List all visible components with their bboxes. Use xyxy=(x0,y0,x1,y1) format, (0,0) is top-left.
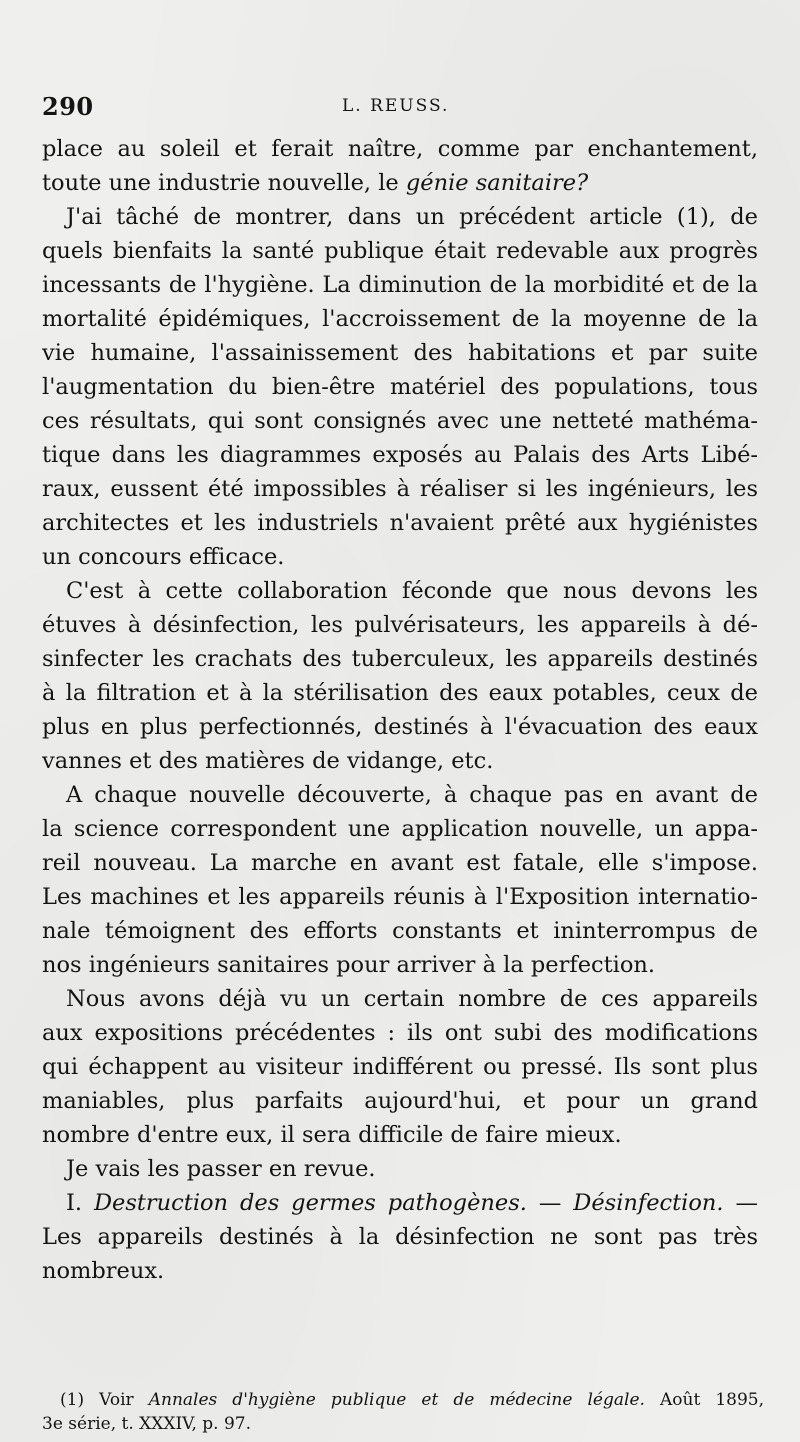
section-number: I. xyxy=(66,1190,94,1216)
text-line: l'augmentation du bien-être matériel des populations, tous xyxy=(42,374,758,400)
text-line: ces résultats, qui sont consignés avec une netteté mathéma- xyxy=(42,408,758,434)
section-heading xyxy=(42,1186,758,1220)
footnote-line: 3e série, t. XXXIV, p. 97. xyxy=(42,1414,251,1434)
text-line: nale témoignent des efforts constants et ininterrompus de xyxy=(42,918,758,944)
footnote-citation: Annales d'hygiène publique et de médecine légale. xyxy=(148,1390,645,1410)
text-line: qui échappent au visiteur indifférent ou pressé. Ils sont plus xyxy=(42,1054,758,1080)
footnote xyxy=(42,1388,764,1436)
text-line: aux expositions précédentes : ils ont subi des modifications xyxy=(42,1020,758,1046)
text-line: reil nouveau. La marche en avant est fatale, elle s'impose. xyxy=(42,850,758,876)
footnote-line xyxy=(42,1388,764,1412)
text-line: plus en plus perfectionnés, destinés à l'évacuation des eaux xyxy=(42,714,758,740)
paragraph-start: A chaque nouvelle découverte, à chaque pas en avant de xyxy=(66,782,758,808)
paragraph-start: C'est à cette collaboration féconde que nous devons les xyxy=(66,578,758,604)
text-segment: Août 1895, xyxy=(644,1390,764,1410)
page-number: 290 xyxy=(42,92,94,121)
paragraph-start: Je vais les passer en revue. xyxy=(66,1156,376,1182)
paragraph-start: J'ai tâché de montrer, dans un précédent article (1), de xyxy=(66,204,758,230)
text-line: quels bienfaits la santé publique était redevable aux progrès xyxy=(42,238,758,264)
text-segment: toute une industrie nouvelle, le xyxy=(42,170,406,196)
text-line: nombre d'entre eux, il sera difficile de faire mieux. xyxy=(42,1122,622,1148)
text-line: à la filtration et à la stérilisation des eaux potables, ceux de xyxy=(42,680,758,706)
text-line xyxy=(42,166,758,200)
text-line: maniables, plus parfaits aujourd'hui, et pour un grand xyxy=(42,1088,758,1114)
paragraph-start: Nous avons déjà vu un certain nombre de ces appareils xyxy=(66,986,758,1012)
text-segment: — xyxy=(723,1190,758,1216)
italic-heading: Destruction des germes pathogènes. xyxy=(93,1190,527,1216)
text-line: architectes et les industriels n'avaient prêté aux hygiénistes xyxy=(42,510,758,536)
text-line: Les machines et les appareils réunis à l'Exposition internatio- xyxy=(42,884,758,910)
text-segment: — xyxy=(526,1190,574,1216)
text-line: Les appareils destinés à la désinfection ne sont pas très xyxy=(42,1224,758,1250)
text-line: nombreux. xyxy=(42,1258,165,1284)
text-line: mortalité épidémiques, l'accroissement de la moyenne de la xyxy=(42,306,758,332)
text-line: vannes et des matières de vidange, etc. xyxy=(42,748,494,774)
running-head: L. REUSS. xyxy=(342,96,450,116)
text-line: un concours efficace. xyxy=(42,544,285,570)
text-line: la science correspondent une application nouvelle, un appa- xyxy=(42,816,758,842)
text-line: sinfecter les crachats des tuberculeux, les appareils destinés xyxy=(42,646,758,672)
text-line: vie humaine, l'assainissement des habitations et par suite xyxy=(42,340,758,366)
text-line: étuves à désinfection, les pulvérisateurs, les appareils à dé- xyxy=(42,612,758,638)
text-line: tique dans les diagrammes exposés au Palais des Arts Libé- xyxy=(42,442,758,468)
text-line: raux, eussent été impossibles à réaliser si les ingénieurs, les xyxy=(42,476,758,502)
page-header xyxy=(42,86,762,126)
text-line: incessants de l'hygiène. La diminution de la morbidité et de la xyxy=(42,272,758,298)
text-line: nos ingénieurs sanitaires pour arriver à la perfection. xyxy=(42,952,656,978)
italic-term: génie sanitaire? xyxy=(405,170,589,196)
italic-heading: Désinfection. xyxy=(573,1190,724,1216)
body-text xyxy=(42,132,758,1288)
footnote-marker: (1) Voir xyxy=(60,1390,149,1410)
text-line: place au soleil et ferait naître, comme par enchantement, xyxy=(42,136,758,162)
